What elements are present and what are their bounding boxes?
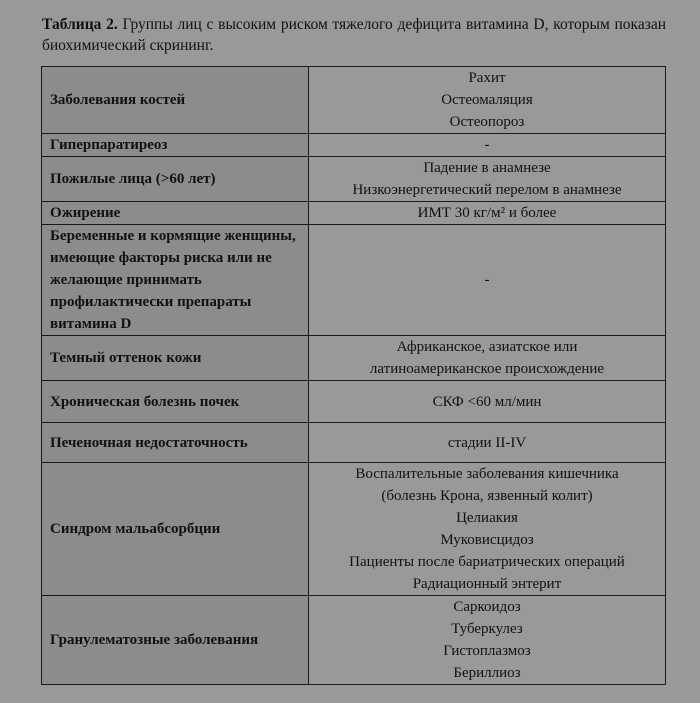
criteria-line: Воспалительные заболевания кишечника [355, 466, 619, 482]
table-caption [42, 14, 666, 56]
caption-label: Таблица 2. [42, 16, 118, 33]
criteria-line: стадии II-IV [447, 434, 527, 451]
criteria-line: Падение в анамнезе [423, 160, 551, 176]
criteria-line: Саркоидоз [453, 599, 521, 615]
criteria-cell [309, 225, 666, 336]
criteria-cell [309, 423, 666, 463]
criteria-line: ИМТ 30 кг/м² и более [417, 205, 557, 221]
criteria-line: Остеопороз [449, 114, 525, 130]
risk-group-cell: Пожилые лица (>60 лет) [42, 157, 309, 202]
table-row [42, 336, 666, 381]
criteria-line: - [484, 137, 490, 153]
risk-group-cell: Заболевания костей [42, 67, 309, 134]
table-row [42, 463, 666, 596]
criteria-line: Муковисцидоз [440, 532, 534, 548]
table-row [42, 202, 666, 225]
criteria-line: Низкоэнергетический перелом в анамнезе [352, 182, 622, 198]
criteria-cell [309, 157, 666, 202]
table-body [42, 67, 666, 685]
risk-group-cell: Темный оттенок кожи [42, 336, 309, 381]
criteria-line: Рахит [468, 70, 506, 86]
criteria-line: Туберкулез [451, 621, 523, 637]
risk-group-cell: Беременные и кормящие женщины, имеющие факторы риска или не желающие принимать профилактически препараты витамина D [42, 225, 309, 336]
criteria-cell [309, 463, 666, 596]
risk-group-cell: Хроническая болезнь почек [42, 381, 309, 423]
criteria-cell [309, 336, 666, 381]
criteria-line: Остеомаляция [441, 92, 533, 108]
risk-group-cell: Гранулематозные заболевания [42, 596, 309, 685]
criteria-cell [309, 134, 666, 157]
criteria-line: латиноамериканское происхождение [369, 361, 605, 377]
criteria-line: (болезнь Крона, язвенный колит) [381, 488, 593, 504]
criteria-line: СКФ <60 мл/мин [432, 393, 542, 410]
criteria-cell [309, 67, 666, 134]
table-row [42, 67, 666, 134]
criteria-cell [309, 381, 666, 423]
criteria-line: Африканское, азиатское или [396, 339, 578, 355]
criteria-line: Бериллиоз [453, 665, 521, 681]
table-row [42, 225, 666, 336]
criteria-line: Гистоплазмоз [443, 643, 531, 659]
table-row [42, 423, 666, 463]
risk-group-cell: Гиперпаратиреоз [42, 134, 309, 157]
table-row [42, 157, 666, 202]
risk-groups-table [41, 66, 666, 685]
criteria-line: - [484, 272, 490, 288]
criteria-line: Целиакия [456, 510, 518, 526]
caption-text: Группы лиц с высоким риском тяжелого дефицита витамина D, которым показан биохимический скрининг. [42, 16, 667, 54]
criteria-cell [309, 202, 666, 225]
risk-group-cell: Печеночная недостаточность [42, 423, 309, 463]
table-row [42, 134, 666, 157]
risk-group-cell: Ожирение [42, 202, 309, 225]
criteria-line: Пациенты после бариатрических операций [349, 554, 625, 570]
table-row [42, 381, 666, 423]
risk-group-cell: Синдром мальабсорбции [42, 463, 309, 596]
criteria-line: Радиационный энтерит [412, 576, 562, 592]
table-row [42, 596, 666, 685]
criteria-cell [309, 596, 666, 685]
